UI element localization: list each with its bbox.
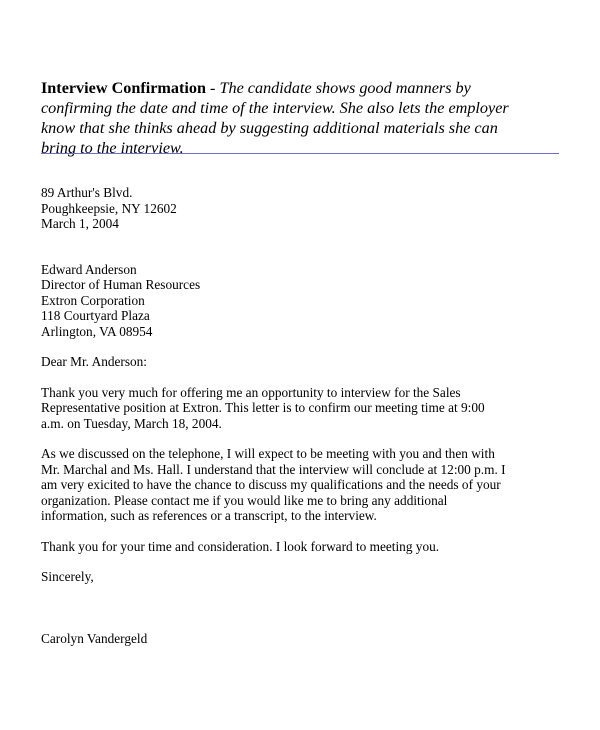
header-title: Interview Confirmation bbox=[41, 79, 206, 97]
paragraph-2 bbox=[41, 446, 571, 524]
recipient-address bbox=[41, 262, 571, 340]
paragraph-1-line: a.m. on Tuesday, March 18, 2004. bbox=[41, 415, 222, 431]
closing bbox=[41, 569, 571, 585]
return-address-city: Poughkeepsie, NY 12602 bbox=[41, 200, 177, 216]
salutation bbox=[41, 354, 571, 370]
letter-date: March 1, 2004 bbox=[41, 216, 119, 231]
recipient-name: Edward Anderson bbox=[41, 261, 137, 277]
paragraph-1-line: Thank you very much for offering me an opportunity to interview for the Sales bbox=[41, 384, 461, 400]
header-description bbox=[41, 78, 561, 158]
letter-body bbox=[41, 185, 571, 646]
recipient-company: Extron Corporation bbox=[41, 292, 145, 308]
header-desc-line-1: - The candidate shows good manners by bbox=[206, 79, 471, 97]
paragraph-2-line: organization. Please contact me if you would like me to bring any additional bbox=[41, 492, 448, 508]
salutation-text: Dear Mr. Anderson: bbox=[41, 354, 147, 369]
paragraph-2-line: As we discussed on the telephone, I will expect to be meeting with you and then with bbox=[41, 446, 495, 461]
return-address-street: 89 Arthur's Blvd. bbox=[41, 185, 133, 200]
paragraph-1-line: Representative position at Extron. This letter is to confirm our meeting time at 9:00 bbox=[41, 400, 485, 415]
signature-name: Carolyn Vandergeld bbox=[41, 630, 148, 646]
return-address bbox=[41, 185, 571, 232]
paragraph-2-line: am very exicited to have the chance to discuss my qualifications and the needs of your bbox=[41, 477, 501, 492]
header-desc-line-3: know that she thinks ahead by suggesting additional materials she can bbox=[41, 119, 498, 137]
paragraph-2-line: Mr. Marchal and Ms. Hall. I understand that the interview will conclude at 12:00 p.m. I bbox=[41, 461, 506, 477]
closing-text: Sincerely, bbox=[41, 569, 94, 584]
signature bbox=[41, 631, 571, 647]
recipient-street: 118 Courtyard Plaza bbox=[41, 308, 150, 323]
paragraph-3-line: Thank you for your time and consideration. I look forward to meeting you. bbox=[41, 538, 440, 554]
header-desc-line-2: confirming the date and time of the interview. She also lets the employer bbox=[41, 99, 509, 117]
paragraph-3 bbox=[41, 539, 571, 555]
header-divider bbox=[41, 153, 559, 154]
recipient-title: Director of Human Resources bbox=[41, 277, 201, 292]
header-desc-line-4: bring to the interview. bbox=[41, 139, 184, 157]
recipient-city: Arlington, VA 08954 bbox=[41, 323, 153, 339]
paragraph-1 bbox=[41, 385, 571, 432]
paragraph-2-line: information, such as references or a transcript, to the interview. bbox=[41, 508, 377, 523]
